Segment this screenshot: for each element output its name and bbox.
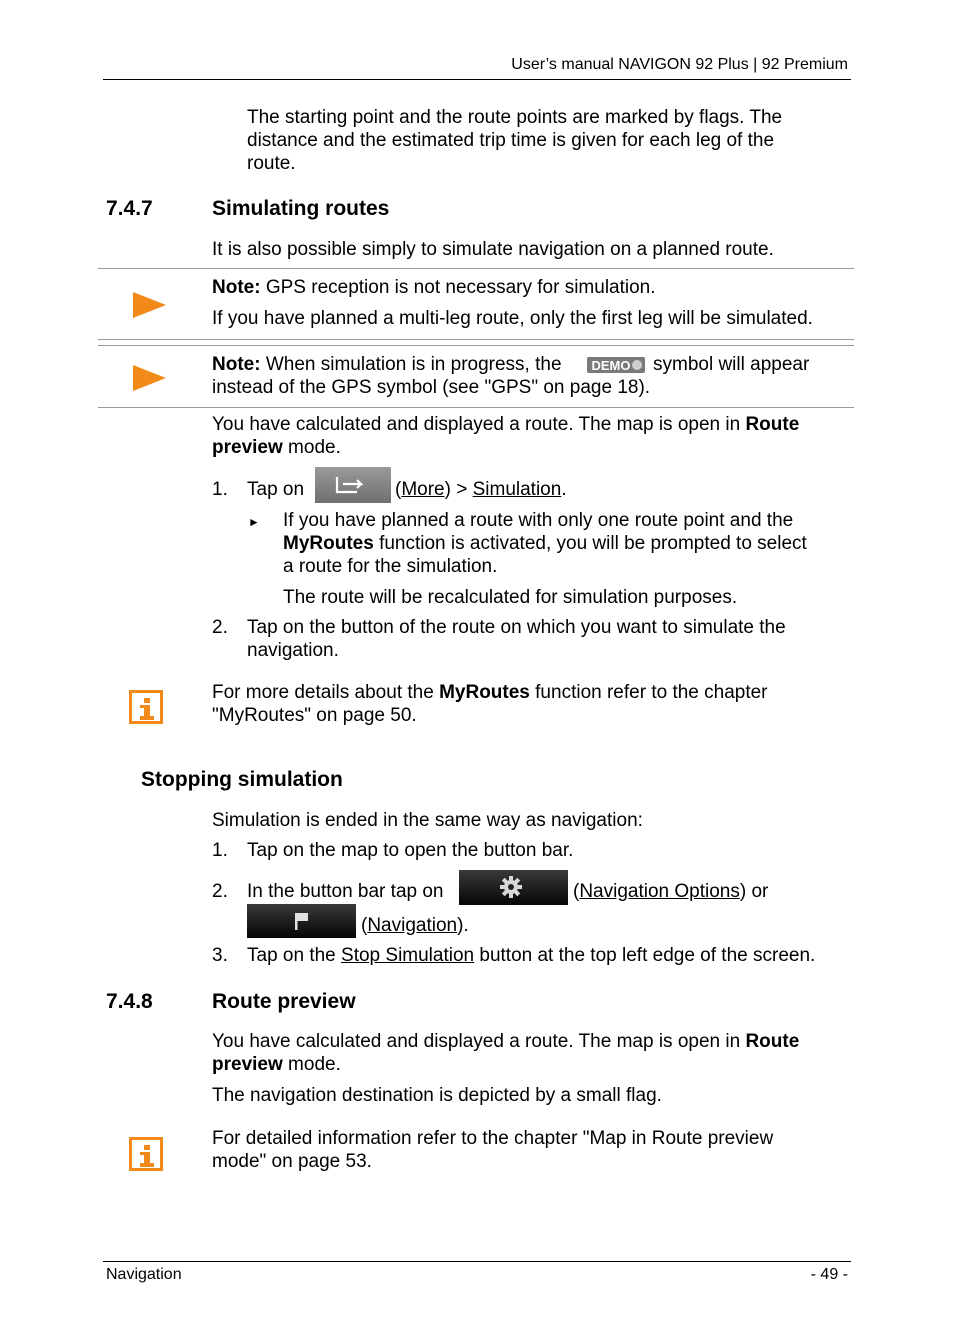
info-text: For detailed information refer to the chapter "Map in Route preview mode" on page 53. <box>212 1128 774 1172</box>
demo-symbol-icon <box>587 357 645 373</box>
page-header: User’s manual NAVIGON 92 Plus | 92 Premium <box>511 56 848 73</box>
info-icon <box>129 690 163 724</box>
section-number-747: 7.4.7 <box>106 197 153 220</box>
more-button-icon[interactable] <box>315 467 391 503</box>
step-number: 1. <box>212 479 228 500</box>
more-link[interactable]: More <box>401 479 445 500</box>
simulation-link[interactable]: Simulation <box>472 479 562 500</box>
step-number: 2. <box>212 617 228 638</box>
header-rule <box>103 79 851 80</box>
note-rule-top <box>98 268 854 269</box>
step-number: 2. <box>212 881 228 902</box>
info-text: For more details about the MyRoutes function refer to the chapter "MyRoutes" on page 50. <box>212 682 768 726</box>
navigation-button-icon[interactable] <box>247 904 356 938</box>
paragraph: It is also possible simply to simulate navigation on a planned route. <box>212 239 774 260</box>
note-rule-bottom <box>98 407 854 408</box>
navigation-link[interactable]: Navigation <box>367 915 458 936</box>
step2-links-continued: (Navigation). <box>361 915 469 936</box>
note-rule-top <box>98 345 854 346</box>
section-title-simulating-routes: Simulating routes <box>212 197 390 220</box>
step-number: 3. <box>212 945 228 966</box>
note-arrow-icon <box>133 292 166 318</box>
paragraph: Simulation is ended in the same way as navigation: <box>212 810 643 831</box>
bullet-text: If you have planned a route with only one route point and the MyRoutes function is activated, you will be prompted to select a route for the simulation. The route will be recalculated for simulation purposes. <box>283 510 807 608</box>
precondition-paragraph: You have calculated and displayed a route. The map is open in Route preview mode. <box>212 414 800 458</box>
step1-links: (More) > Simulation. <box>395 479 567 500</box>
step2-links: (Navigation Options) or <box>573 881 769 902</box>
stop-simulation-link[interactable]: Stop Simulation <box>341 945 475 966</box>
page-number: - 49 - <box>810 1266 848 1283</box>
note-rule-bottom <box>98 339 854 340</box>
step-text: Tap on the button of the route on which you want to simulate the navigation. <box>247 617 786 661</box>
footer-section: Navigation <box>106 1266 182 1283</box>
step-text: In the button bar tap on <box>247 881 444 902</box>
info-icon <box>129 1137 163 1171</box>
intro-paragraph: The starting point and the route points are marked by flags. The distance and the estimated trip time is given for each leg of the route. <box>247 107 783 174</box>
note-demo: Note: When simulation is in progress, the instead of the GPS symbol (see "GPS" on page 18). <box>212 354 651 398</box>
section-title-route-preview: Route preview <box>212 990 356 1013</box>
subsection-title-stopping-simulation: Stopping simulation <box>141 768 343 791</box>
paragraph: You have calculated and displayed a route. The map is open in Route preview mode. The navigation destination is depicted by a small flag. <box>212 1031 800 1106</box>
note-gps: Note: GPS reception is not necessary for simulation. If you have planned a multi-leg route, only the first leg will be simulated. <box>212 277 813 329</box>
navigation-options-button-icon[interactable] <box>459 870 568 905</box>
footer-rule <box>103 1261 851 1262</box>
step-text: Tap on the Stop Simulation button at the top left edge of the screen. <box>247 945 816 966</box>
step-text: Tap on the map to open the button bar. <box>247 840 574 861</box>
section-number-748: 7.4.8 <box>106 990 153 1013</box>
step-number: 1. <box>212 840 228 861</box>
navigation-options-link[interactable]: Navigation Options <box>579 881 740 902</box>
svg-text:DEMO: DEMO <box>591 358 631 373</box>
note-demo-continued: symbol will appear <box>653 354 810 375</box>
bullet-triangle-icon: ► <box>248 515 260 529</box>
step-text: Tap on <box>247 479 305 500</box>
note-arrow-icon <box>133 365 166 391</box>
